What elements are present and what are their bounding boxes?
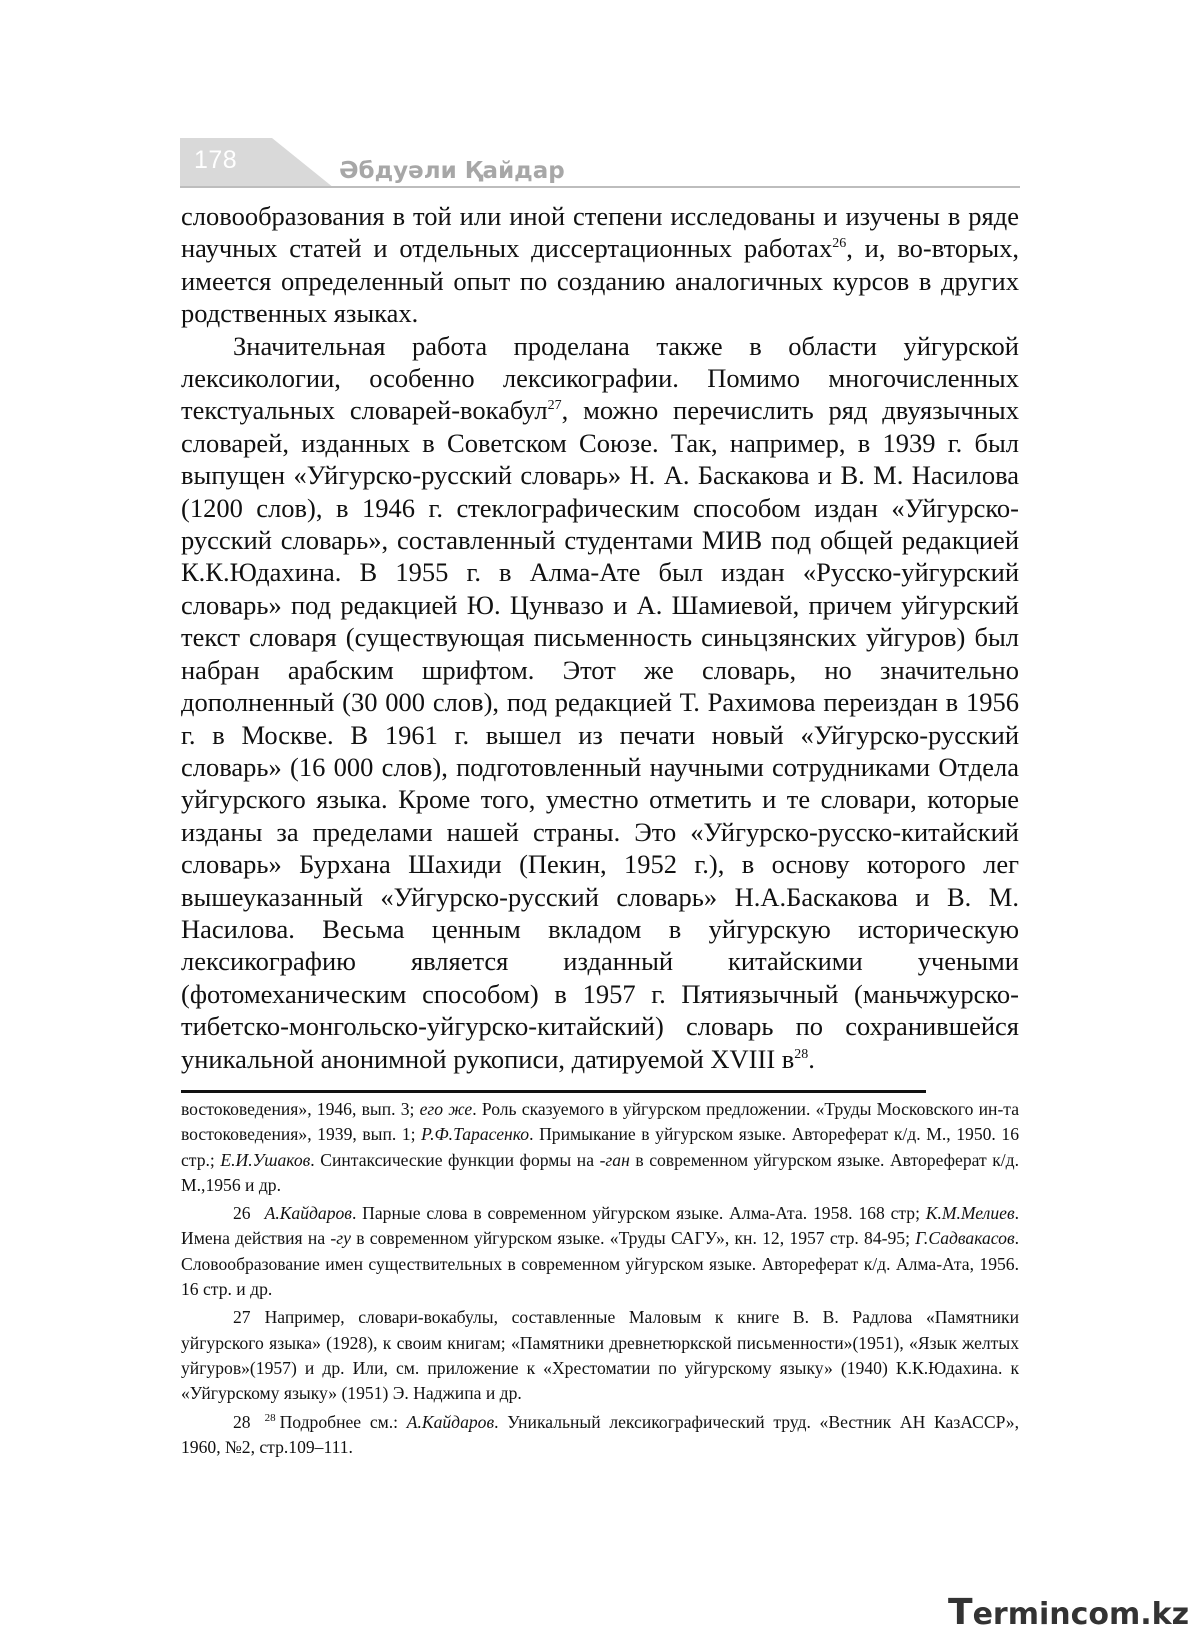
fn-26-italic: Г.Садвакасов (915, 1228, 1015, 1249)
fn-27-text: Например, словари-вокабулы, составленные Маловым к книге В. В. Радлова «Памятники уйгурского языка» (1928), к своим книгам; «Памятники древнетюркской письменности»(1951), «Язык желтых уйгуров»(1957) и др. Или, см. приложение к «Хрестоматии по уйгурскому языку» (1940) К.К.Юдахина. к «Уйгурскому языку» (1951) Э. Наджипа и др. (181, 1307, 1019, 1404)
footnote-number: 26 (233, 1203, 251, 1224)
fn-cont-italic: -ган (599, 1149, 630, 1170)
fn-cont-italic: Р.Ф.Тарасенко (421, 1124, 530, 1145)
fn-28-text: . Уникальный лексикографический труд. «Вестник АН КазАССР», 1960, №2, стр.109–111. (181, 1411, 1019, 1457)
fn-cont-italic: Е.И.Ушаков (220, 1149, 311, 1170)
fn-cont-text: . Роль сказуемого в уйгурском предложении. «Труды Московского ин-та востоковедения», 1939, вып. 1; (181, 1099, 1020, 1145)
paragraph-1 (181, 200, 1019, 330)
running-head-author: Әбдуәли Қайдар (339, 158, 565, 184)
footnotes (181, 1097, 1019, 1463)
fn-26-text: . Имена действия на (181, 1203, 1019, 1249)
fn-26-text: в современном уйгурском языке. «Труды САГУ», кн. 12, 1957 стр. 84-95; (350, 1228, 916, 1249)
footnote-ref-27[interactable]: 27 (547, 398, 562, 414)
fn-28-text: Подробнее см.: (279, 1411, 407, 1432)
fn-26-italic: К.М.Мелиев (925, 1203, 1015, 1224)
paragraph-1-text-b: , и, во-вторых, имеется определенный опыт по созданию аналогичных курсов в других родственных языках. (181, 233, 1019, 329)
footnote-number: 28 (233, 1411, 251, 1432)
fn-26-text: . Парные слова в современном уйгурском языке. Алма-Ата. 1958. 168 стр; (351, 1203, 926, 1224)
fn-26-text: . Словообразование имен существительных в современном уйгурском языке. Автореферат к/д. Алма-Ата, 1956. 16 стр. и др. (181, 1228, 1019, 1300)
termincom-watermark-logo (948, 1592, 1189, 1633)
fn-cont-text: востоковедения», 1946, вып. 3; (181, 1099, 420, 1119)
logo-letter-t: T (948, 1592, 973, 1633)
logo-text: erminc (972, 1597, 1089, 1632)
footnote-continued (181, 1097, 1019, 1198)
paragraph-2-text-a: Значительная работа проделана также в области уйгурской лексикологии, особенно лексикографии. Помимо многочисленных текстуальных словарей-вокабул (181, 330, 1019, 426)
header-rule (180, 186, 1020, 188)
main-text (181, 200, 1019, 1075)
fn-28-italic: А.Кайдаров (406, 1411, 495, 1432)
fn-26-italic: -гу (330, 1228, 351, 1249)
footnote-ref-26[interactable]: 26 (832, 236, 847, 252)
paragraph-2-text-b: , можно перечислить ряд двуязычных словарей, изданных в Советском Союзе. Так, например, в 1939 г. был выпущен «Уйгурско-русский словарь» Н. А. Баскакова и В. М. Насилова (1200 слов), в 1946 г. стеклографическим способом издан «Уйгурско-русский словарь», составленный студентами МИВ под общей редакцией К.К.Юдахина. В 1955 г. в Алма-Ате был издан «Русско-уйгурский словарь» под редакцией Ю. Цунвазо и А. Шамиевой, причем уйгурский текст словаря (существующая письменность синьцзянских уйгуров) был набран арабским шрифтом. Этот же словарь, но значительно дополненный (30 000 слов), под редакцией Т. Рахимова переиздан в 1956 г. в Москве. В 1961 г. вышел из печати новый «Уйгурско-русский словарь» (16 000 слов), подготовленный научными сотрудниками Отдела уйгурского языка. Кроме того, уместно отметить и те словари, которые изданы за пределами нашей страны. Это «Уйгурско-русско-китайский словарь» Бурхана Шахиди (Пекин, 1952 г.), в основу которого лег вышеуказанный «Уйгурско-русский словарь» Н.А.Баскакова и В. М. Насилова. Весьма ценным вкладом в уйгурскую историческую лексикографию является изданный китайскими учеными (фотомеханическим способом) в 1957 г. Пятиязычный (маньчжурско-тибетско-монгольско-уйгурско-китайский) словарь по сохранившейся уникальной анонимной рукописи, датируемой XVIII в (181, 395, 1019, 1074)
footnote-26 (181, 1201, 1019, 1302)
logo-text: m.kz (1109, 1597, 1189, 1632)
paragraph-2-text-c: . (808, 1043, 815, 1074)
logo-magnifier-icon: o (1088, 1597, 1110, 1632)
fn-cont-italic: его же (419, 1099, 473, 1119)
page-number-tab (180, 138, 272, 188)
fn-cont-text: . Синтаксические функции формы на (310, 1149, 600, 1170)
paragraph-1-text-a: словообразования в той или иной степени исследованы и изучены в ряде научных статей и отдельных диссертационных работах (181, 201, 1019, 264)
footnote-ref-28[interactable]: 28 (794, 1046, 809, 1062)
footnote-separator (181, 1090, 926, 1093)
fn-cont-text: в современном уйгурском языке. Автореферат к/д. М.,1956 и др. (181, 1149, 1019, 1195)
footnote-28 (181, 1410, 1019, 1461)
header-wedge (272, 138, 334, 188)
fn-cont-text: . Примыкание в уйгурском языке. Автореферат к/д. М., 1950. 16 стр.; (181, 1124, 1019, 1170)
footnote-number: 27 (233, 1307, 251, 1328)
page-number: 178 (194, 146, 238, 174)
footnote-superscript: 28 (264, 1411, 276, 1424)
paragraph-2 (181, 330, 1019, 1075)
fn-26-italic: А.Кайдаров (264, 1203, 352, 1224)
page-header (180, 138, 1020, 190)
footnote-27 (181, 1305, 1019, 1406)
